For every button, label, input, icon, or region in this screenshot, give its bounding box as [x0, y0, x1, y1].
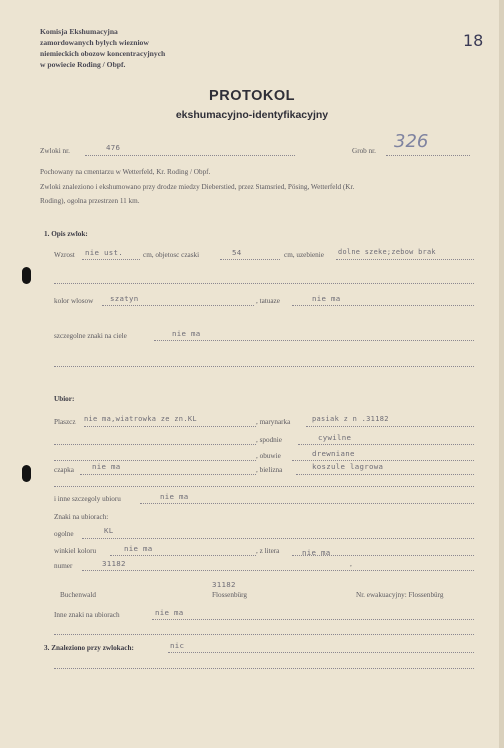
spodnie-value: cywilne: [318, 433, 352, 442]
inne-znaki-value: nie ma: [155, 608, 184, 617]
winkiel-line: [110, 555, 256, 556]
plaszcz-value: nie ma,wiatrowka ze zn.KL: [84, 415, 197, 423]
zwloki-value: 476: [106, 143, 121, 152]
commission-header: [40, 26, 165, 70]
document-subtitle: ekshumacyjno-identyfikacyjny: [175, 109, 329, 121]
blank-line: [54, 668, 474, 669]
numer-label: numer: [54, 562, 73, 570]
zwloki-line: [85, 155, 295, 156]
ogolne-value: KL: [104, 526, 114, 535]
numer-line: [82, 570, 474, 571]
bielizna-value: koszule lagrowa: [312, 462, 384, 471]
blank-line: [54, 460, 256, 461]
znaki-label: szczegolne znaki na ciele: [54, 332, 127, 340]
litera-label: , z litera: [256, 547, 280, 555]
section-3-line: [168, 652, 474, 653]
page-number: 18: [463, 31, 484, 50]
kolor-label: kolor wlosow: [54, 297, 94, 305]
czapka-label: czapka: [54, 466, 74, 474]
header-line: niemieckich obozow koncentracyjnych: [40, 49, 166, 58]
spodnie-line: [298, 444, 474, 445]
znaki-line: [154, 340, 474, 341]
grob-value: 326: [394, 131, 429, 152]
blank-line: [54, 283, 474, 284]
comma-mark: ,: [350, 560, 352, 568]
marynarka-label: , marynarka: [256, 418, 291, 426]
ubior-title: Ubior:: [54, 395, 75, 403]
czapka-line: [80, 474, 256, 475]
found-text-1: Zwloki znaleziono i ekshumowano przy drodze miedzy Dieberstied, przez Stamsried, Pösing, Wetterfeld (Kr.: [40, 183, 355, 191]
tatuaze-value: nie ma: [312, 294, 341, 303]
winkiel-value: nie ma: [124, 544, 153, 553]
obuwie-value: drewniane: [312, 449, 355, 458]
uzebienie-unit: cm, uzebienie: [284, 251, 324, 259]
czapka-value: nie ma: [92, 462, 121, 471]
inne-znaki-line: [152, 619, 474, 620]
binder-hole: [22, 267, 31, 284]
inne-znaki-label: Inne znaki na ubiorach: [54, 611, 120, 619]
plaszcz-line: [84, 426, 256, 427]
inne-label: i inne szczegoly ubioru: [54, 495, 121, 503]
binder-hole: [22, 465, 31, 482]
found-text-2: Roding), ogolna przestrzen 11 km.: [40, 197, 140, 205]
objetosc-value: 54: [232, 248, 242, 257]
spodnie-label: , spodnie: [256, 436, 282, 444]
document-title: PROTOKOL: [209, 88, 295, 104]
grob-line: [386, 155, 470, 156]
tatuaze-label: , tatuaze: [256, 297, 280, 305]
blank-line: [54, 366, 474, 367]
bielizna-label: , bielizna: [256, 466, 283, 474]
marynarka-value: pasiak z n .31182: [312, 415, 389, 423]
ogolne-label: ogolne: [54, 530, 74, 538]
obuwie-label: , obuwie: [256, 452, 281, 460]
plaszcz-label: Plaszcz: [54, 418, 76, 426]
section-3-title: 3. Znaleziono przy zwlokach:: [44, 644, 134, 652]
tatuaze-line: [292, 305, 474, 306]
numer-value: 31182: [102, 559, 126, 568]
marynarka-line: [306, 426, 474, 427]
znaki-value: nie ma: [172, 329, 201, 338]
wzrost-unit: cm, objetosc czaski: [143, 251, 200, 259]
wzrost-label: Wzrost: [54, 251, 75, 259]
winkiel-label: winkiel koloru: [54, 547, 97, 555]
section-1-title: 1. Opis zwlok:: [44, 230, 88, 238]
litera-value: nie ma: [302, 548, 331, 557]
inne-value: nie ma: [160, 492, 189, 501]
camp-number: 31182: [212, 580, 236, 589]
ogolne-line: [82, 538, 474, 539]
section-3-value: nic: [170, 641, 185, 650]
header-line: Komisja Ekshumacyjna: [40, 27, 118, 36]
header-line: zamordowanych bylych wiezniow: [40, 38, 149, 47]
blank-line: [54, 444, 256, 445]
right-caption: Nr. ewakuacyjny: Flossenbürg: [356, 591, 444, 599]
uzebienie-line: [336, 259, 474, 260]
blank-line: [54, 634, 474, 635]
inne-line: [140, 503, 474, 504]
objetosc-line: [220, 259, 280, 260]
bielizna-line: [296, 474, 474, 475]
grob-label: Grob nr.: [352, 147, 376, 155]
kolor-value: szatyn: [110, 294, 139, 303]
uzebienie-value: dolne szeke;zebow brak: [338, 248, 436, 256]
zwloki-label: Zwloki nr.: [40, 147, 70, 155]
wzrost-value: nie ust.: [85, 248, 123, 257]
camp-name: Flossenbürg: [212, 591, 248, 599]
obuwie-line: [292, 460, 474, 461]
left-caption: Buchenwald: [60, 591, 96, 599]
kolor-line: [102, 305, 254, 306]
wzrost-line: [82, 259, 140, 260]
blank-line: [54, 486, 474, 487]
header-line: w powiecie Roding / Obpf.: [40, 60, 126, 69]
burial-text: Pochowany na cmentarzu w Wetterfeld, Kr. Roding / Obpf.: [40, 168, 211, 176]
znaki-ubior-label: Znaki na ubiorach:: [54, 513, 109, 521]
